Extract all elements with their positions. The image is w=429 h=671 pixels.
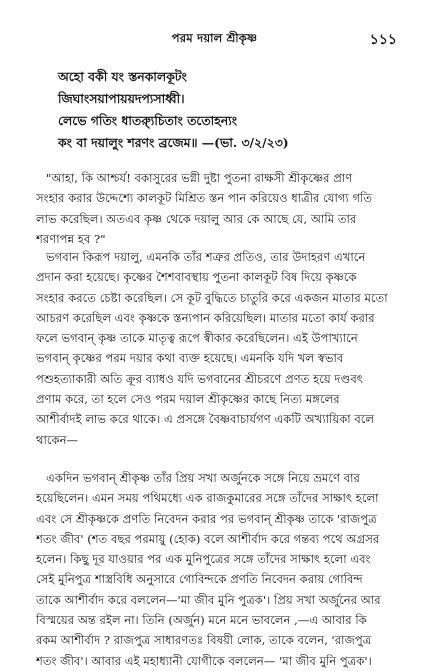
text-line: বিস্ময়ের অন্ত রইল না। তিনি (অর্জুন) মনে মনে ভাবলেন ,—এ আবার কি [36, 613, 367, 628]
text-line: সংহার করতে চেষ্টা করেছিল। সে কূট বুদ্ধিতে চাতুরি করে একজন মাতার মতো [36, 290, 388, 305]
text-line: পশুহত্যাকারী অতি ক্রূর ব্যাধও যদি ভগবানের শ্রীচরণে প্রণত হয়ে দণ্ডবৎ [36, 371, 364, 386]
text-line: "আহা, কি আশ্চর্য! বকাসুরের ভগ্নী দুষ্টা পুতনা রাক্ষসী শ্রীকৃষ্ণের প্রাণ [46, 171, 353, 185]
verse-line: কং বা দয়ালুং শরণং ব্রজেম॥ —(ভা. ৩/২/২৩) [58, 135, 289, 150]
text-line: হলেন। কিছু দূর যাওয়ার পর এক মুনিপুত্রের সঙ্গে তাঁদের সাক্ষাৎ হলো এবং [36, 552, 371, 567]
running-title: পরম দয়াল শ্রীকৃষ্ণ [171, 31, 258, 45]
text-line: শতং জীব' (শত বছর পরমায়ু (হোক) বলে আশীর্বাদ করে গন্তব্য পথে অগ্রসর [36, 531, 380, 546]
text-line: আচরণ করেছিল এবং কৃষ্ণকে স্তন্যপান করিয়েছিল। মাতার মতো কার্য করার [36, 310, 375, 325]
text-line: লাভ করেছিল। অতএব কৃষ্ণ থেকে দয়ালু আর কে আছে যে, আমি তার [36, 211, 357, 226]
text-line: একদিন ভগবান্ শ্রীকৃষ্ণ তাঁর প্রিয় সখা অর্জুনকে সঙ্গে নিয়ে ভ্রমণে বার [46, 471, 360, 485]
verse-line: অহো বকী যং স্তনকালকূটং [58, 69, 187, 84]
text-line: থাকেন— [36, 432, 79, 447]
sanskrit-verse [58, 66, 398, 154]
text-line: ভগবান্ কৃষ্ণের পরম দয়ার কথা ব্যক্ত হয়েছে। এমনকি যদি খল স্বভাব [36, 351, 344, 366]
text-line: আশীর্বাদই লাভ করে থাকে। এ প্রসঙ্গে বৈষ্ণবাচার্যগণ একটি অখ্যায়িকা বলে [36, 412, 375, 427]
text-line: শতং জীব'। আবার এই মহাধ্যানী যোগীকে বললেন— 'মা জীব মুনি পুত্রক'। [36, 653, 372, 668]
translation-paragraph [36, 168, 402, 249]
text-line: রকম আশীর্বাদ ? রাজপুত্র সাধারণতঃ বিষয়ী লোক, তাকে বলেন, 'রাজপুত্র [36, 633, 372, 648]
verse-line: লেভে গতিং ধাত্র্যুচিতাং ততোহন্যং [58, 113, 238, 128]
text-line: সংহার করার উদ্দেশ্যে কালকূট মিশ্রিত স্তন পান করিয়েও ধাত্রীর যোগ্য গতি [36, 191, 373, 206]
text-line: ফলে ভগবান্ কৃষ্ণ তাকে মাতৃত্ব রূপে স্বীকার করেছিলেন। এই উপাখ্যানে [36, 331, 358, 346]
commentary-paragraph [36, 247, 402, 450]
page-header [0, 30, 429, 50]
text-line: প্রদান করা হয়েছে। কৃষ্ণের শৈশবাবস্থায় পুতনা কালকূট বিষ দিয়ে কৃষ্ণকে [36, 270, 357, 285]
text-line: হয়েছিলেন। এমন সময় পথিমধ্যে এক রাজকুমারের সঙ্গে তাঁদের সাক্ষাৎ হলো [36, 491, 379, 506]
text-line: তাকে আশীর্বাদ করে বললেন—'মা জীব মুনি পুত্রক'। প্রিয় সখা অর্জুনের আর [36, 592, 381, 607]
text-line: ভগবান কিরূপ দয়ালু, এমনকি তাঁর শত্রুর প্রতিও, তার উদাহরণ এখানে [46, 250, 366, 264]
text-line: প্রণাম করে, তা হলে সেও পরম দয়াল শ্রীকৃষ্ণের কাছে নিত্য মঙ্গলের [36, 392, 340, 407]
verse-line: জিঘাংসয়াপায়য়দপ্যসাধ্বী। [58, 91, 185, 106]
text-line: সেই মুনিপুত্র শাস্ত্রবিধি অনুসারে গোবিন্দকে প্রণতি নিবেদন করায় গোবিন্দ [36, 572, 363, 587]
page-number: ১১১ [369, 32, 397, 48]
story-paragraph [36, 468, 402, 671]
text-line: শরণাপন্ন হব ?" [36, 231, 106, 246]
text-line: এবং সে শ্রীকৃষ্ণকে প্রণতি নিবেদন করার পর ভগবান্ শ্রীকৃষ্ণ তাকে 'রাজপুত্র [36, 511, 377, 526]
